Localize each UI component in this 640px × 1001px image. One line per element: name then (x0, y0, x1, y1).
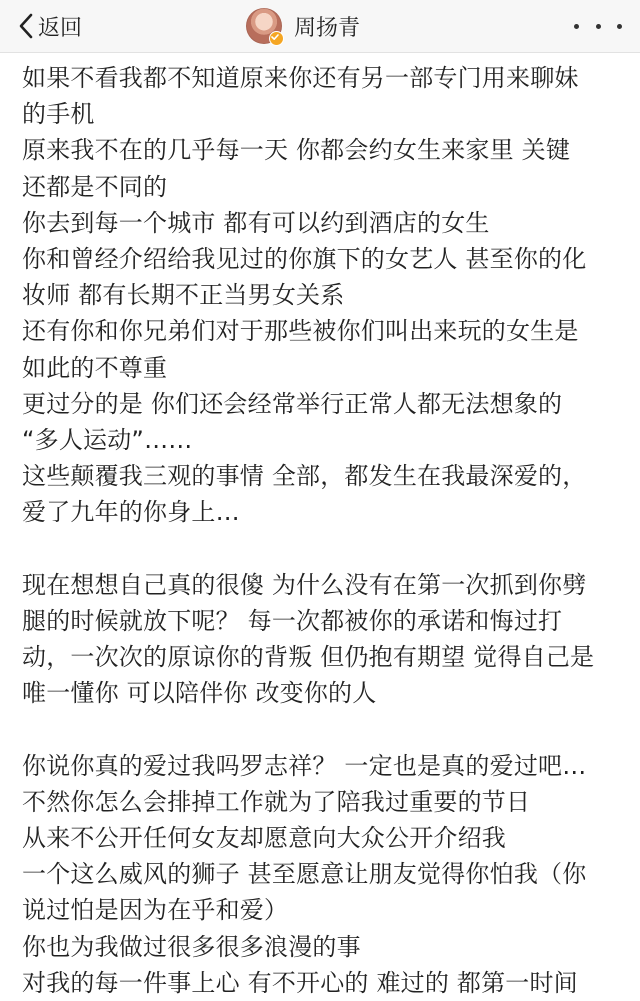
post-line: 你去到每一个城市 都有可以约到酒店的女生 (22, 208, 490, 237)
chevron-left-icon (18, 12, 34, 40)
page-title: 周扬青 (294, 15, 361, 41)
post-line: 爱了九年的你身上… (22, 498, 240, 527)
post-line: 更过分的是 你们还会经常举行正常人都无法想象的 (22, 389, 563, 418)
post-line: 腿的时候就放下呢？ 每一次都被你的承诺和悔过打 (22, 606, 563, 635)
post-line: 妆师 都有长期不正当男女关系 (22, 281, 345, 310)
post-line: 唯一懂你 可以陪伴你 改变你的人 (22, 679, 377, 708)
post-line: 你说你真的爱过我吗罗志祥？ 一定也是真的爱过吧… (22, 751, 587, 780)
post-line: 如果不看我都不知道原来你还有另一部专门用来聊妹 (22, 64, 579, 92)
post-line: 从来不公开任何女友却愿意向大众公开介绍我 (22, 823, 506, 852)
post-line: 动，一次次的原谅你的背叛 但仍抱有期望 觉得自己是 (22, 643, 595, 671)
post-line: 说过怕是因为在乎和爱） (22, 896, 289, 925)
post-line: 还都是不同的 (22, 172, 168, 201)
verified-badge-icon (269, 31, 284, 46)
post-line: 现在想想自己真的很傻 为什么没有在第一次抓到你劈 (22, 570, 587, 599)
post-line: 原来我不在的几乎每一天 你都会约女生来家里 关键 (22, 136, 571, 165)
post-line: 的手机 (22, 100, 95, 129)
top-nav-bar (0, 0, 640, 53)
more-dots-icon (617, 24, 622, 29)
post-line: 这些颠覆我三观的事情 全部，都发生在我最深爱的， (22, 462, 587, 491)
post-line: 你也为我做过很多很多浪漫的事 (22, 932, 361, 961)
post-line: “多人运动”…… (22, 425, 193, 454)
post-line: 如此的不尊重 (22, 353, 168, 382)
post-line: 一个这么威风的狮子 甚至愿意让朋友觉得你怕我（你 (22, 860, 587, 889)
profile-title[interactable] (246, 6, 360, 46)
post-line: 对我的每一件事上心 有不开心的 难过的 都第一时间 (22, 968, 578, 997)
back-button[interactable] (18, 8, 82, 44)
more-dots-icon (574, 24, 579, 29)
post-body (22, 60, 622, 1001)
post-line: 还有你和你兄弟们对于那些被你们叫出来玩的女生是 (22, 317, 579, 346)
avatar[interactable] (246, 8, 282, 44)
blank-line (22, 711, 622, 747)
blank-line (22, 530, 622, 566)
more-dots-icon (596, 24, 601, 29)
more-button[interactable] (574, 14, 622, 38)
post-line: 不然你怎么会排掉工作就为了陪我过重要的节日 (22, 787, 531, 816)
back-label: 返回 (38, 15, 83, 41)
post-line: 你和曾经介绍给我见过的你旗下的女艺人 甚至你的化 (22, 244, 587, 273)
